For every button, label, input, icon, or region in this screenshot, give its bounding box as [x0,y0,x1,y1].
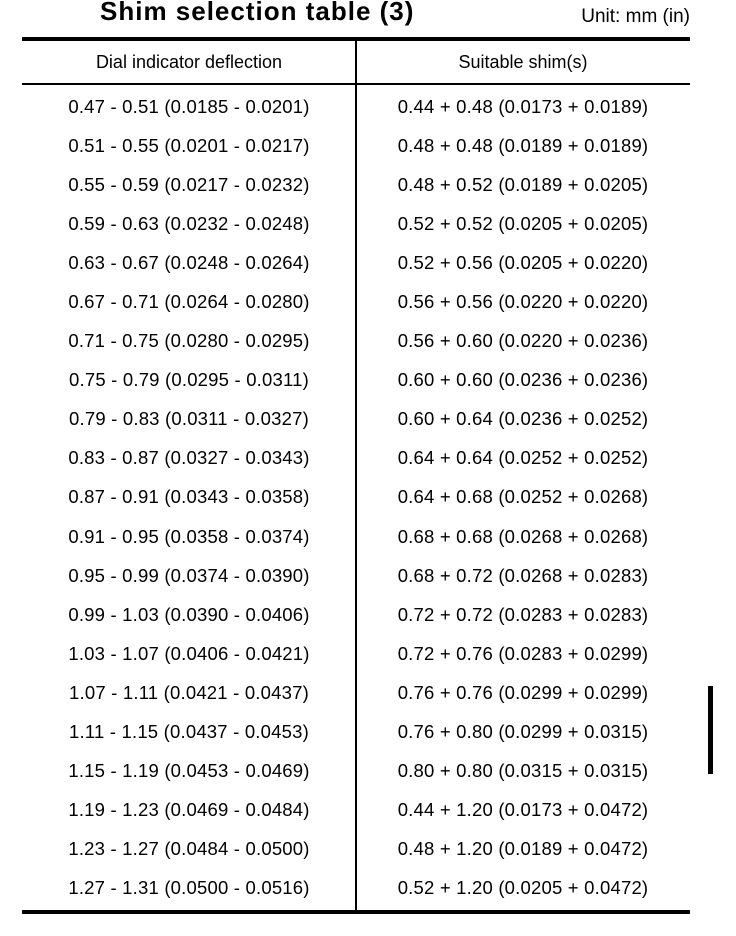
shim-cell: 0.52 + 1.20 (0.0205 + 0.0472) [397,877,649,899]
table-row [22,517,690,556]
page-heading-text: Shim selection table (3) [100,0,415,26]
table-bottom-rule [22,910,690,914]
table-row [22,478,690,517]
shim-cell: 0.64 + 0.68 (0.0252 + 0.0268) [397,486,649,508]
table-row [22,322,690,361]
deflection-cell: 0.95 - 0.99 (0.0374 - 0.0390) [68,564,310,586]
table-row [22,400,690,439]
shim-cell: 0.48 + 1.20 (0.0189 + 0.0472) [397,838,649,860]
deflection-cell: 1.03 - 1.07 (0.0406 - 0.0421) [68,642,310,664]
deflection-cell: 0.59 - 0.63 (0.0232 - 0.0248) [68,212,310,234]
shim-cell: 0.60 + 0.64 (0.0236 + 0.0252) [397,408,649,430]
shim-cell: 0.76 + 0.80 (0.0299 + 0.0315) [397,721,649,743]
table-row [22,673,690,712]
table-row [22,165,690,204]
deflection-cell: 0.87 - 0.91 (0.0343 - 0.0358) [68,486,310,508]
shim-cell: 0.80 + 0.80 (0.0315 + 0.0315) [397,760,649,782]
table-row [22,282,690,321]
table-row [22,830,690,869]
table-body [22,85,690,908]
page-heading-fragment [100,0,440,34]
deflection-cell: 0.99 - 1.03 (0.0390 - 0.0406) [68,603,310,625]
deflection-cell: 0.75 - 0.79 (0.0295 - 0.0311) [69,369,309,391]
table-row [22,752,690,791]
table-row [22,87,690,126]
shim-cell: 0.48 + 0.48 (0.0189 + 0.0189) [397,134,649,156]
shim-cell: 0.52 + 0.52 (0.0205 + 0.0205) [397,212,649,234]
deflection-cell: 0.83 - 0.87 (0.0327 - 0.0343) [68,447,310,469]
deflection-cell: 1.07 - 1.11 (0.0421 - 0.0437) [69,681,309,703]
shim-cell: 0.52 + 0.56 (0.0205 + 0.0220) [397,251,649,273]
table-row [22,361,690,400]
header-dial-indicator-deflection: Dial indicator deflection [95,51,283,72]
table-row [22,243,690,282]
table-row [22,204,690,243]
deflection-cell: 1.19 - 1.23 (0.0469 - 0.0484) [68,799,310,821]
table-row [22,439,690,478]
shim-cell: 0.72 + 0.72 (0.0283 + 0.0283) [397,603,649,625]
deflection-cell: 0.47 - 0.51 (0.0185 - 0.0201) [68,95,310,117]
shim-cell: 0.56 + 0.56 (0.0220 + 0.0220) [397,291,649,313]
deflection-cell: 1.11 - 1.15 (0.0437 - 0.0453) [69,721,309,743]
header-suitable-shims: Suitable shim(s) [458,51,588,72]
table-row [22,556,690,595]
deflection-cell: 1.27 - 1.31 (0.0500 - 0.0516) [68,877,310,899]
deflection-cell: 0.51 - 0.55 (0.0201 - 0.0217) [68,134,310,156]
shim-cell: 0.44 + 1.20 (0.0173 + 0.0472) [397,799,649,821]
unit-label: Unit: mm (in) [581,6,690,27]
deflection-cell: 0.67 - 0.71 (0.0264 - 0.0280) [68,291,310,313]
shim-cell: 0.56 + 0.60 (0.0220 + 0.0236) [397,330,649,352]
shim-cell: 0.68 + 0.68 (0.0268 + 0.0268) [397,525,649,547]
table-row [22,595,690,634]
deflection-cell: 0.71 - 0.75 (0.0280 - 0.0295) [68,330,310,352]
shim-cell: 0.76 + 0.76 (0.0299 + 0.0299) [397,681,649,703]
shim-selection-table [22,37,690,914]
table-row [22,791,690,830]
revision-change-bar [708,686,713,774]
shim-cell: 0.64 + 0.64 (0.0252 + 0.0252) [397,447,649,469]
deflection-cell: 0.91 - 0.95 (0.0358 - 0.0374) [68,525,310,547]
table-row [22,634,690,673]
shim-cell: 0.72 + 0.76 (0.0283 + 0.0299) [397,642,649,664]
shim-cell: 0.48 + 0.52 (0.0189 + 0.0205) [397,173,649,195]
shim-cell: 0.60 + 0.60 (0.0236 + 0.0236) [397,369,649,391]
shim-cell: 0.68 + 0.72 (0.0268 + 0.0283) [397,564,649,586]
table-row [22,713,690,752]
deflection-cell: 1.15 - 1.19 (0.0453 - 0.0469) [68,760,310,782]
deflection-cell: 0.55 - 0.59 (0.0217 - 0.0232) [68,173,310,195]
table-row [22,126,690,165]
deflection-cell: 0.63 - 0.67 (0.0248 - 0.0264) [68,251,310,273]
shim-cell: 0.44 + 0.48 (0.0173 + 0.0189) [397,95,649,117]
deflection-cell: 1.23 - 1.27 (0.0484 - 0.0500) [68,838,310,860]
deflection-cell: 0.79 - 0.83 (0.0311 - 0.0327) [69,408,309,430]
table-row [22,869,690,908]
